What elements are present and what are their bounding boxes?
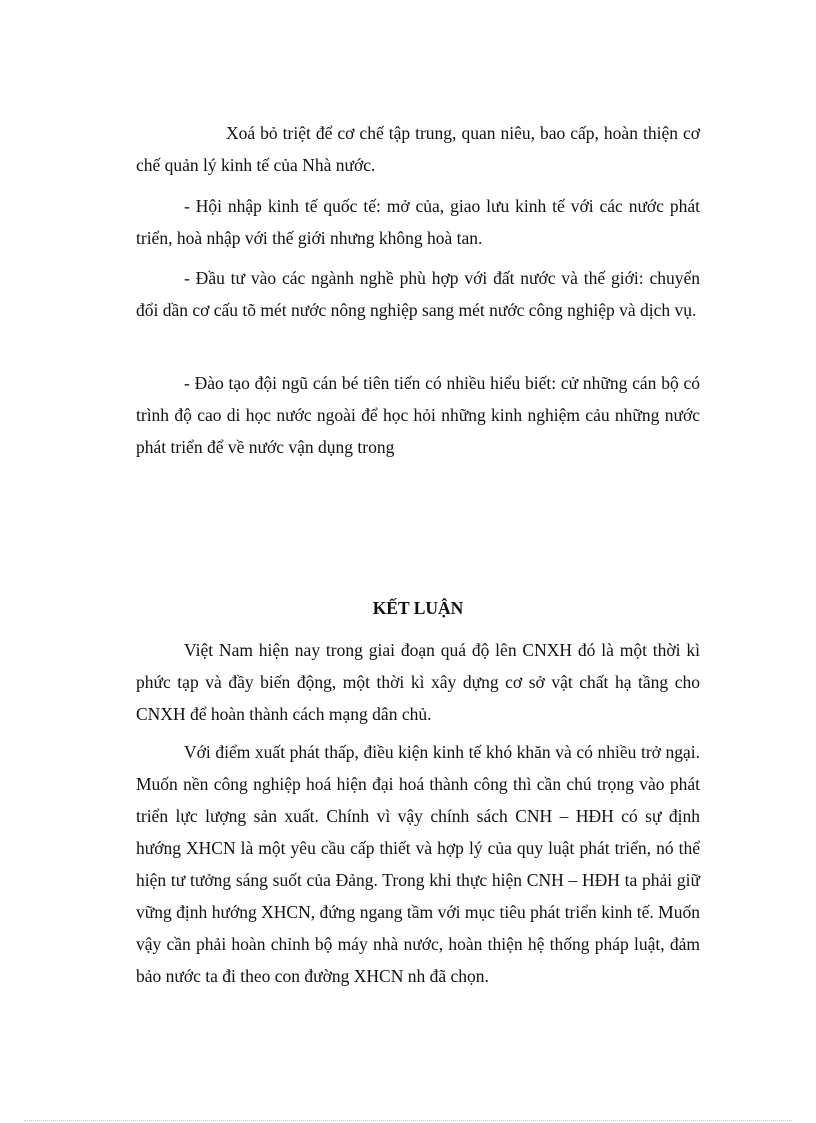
paragraph-international-integration: - Hội nhập kinh tế quốc tế: mở của, giao lưu kinh tế với các nước phát triển, hoà nhập với thế giới nhưng không hoà tan. (136, 196, 700, 248)
paragraph-investment-sectors: - Đầu tư vào các ngành nghề phù hợp với đất nước và thế giới: chuyển đổi dần cơ cấu tõ mét nước nông nghiệp sang mét nước công nghiệp và dịch vụ. (136, 268, 700, 320)
paragraph-starting-point: Với điểm xuất phát thấp, điều kiện kinh tế khó khăn và có nhiều trở ngại. Muốn nền công nghiệp hoá hiện đại hoá thành công thì cần chú trọng vào phát triển lực lượng sản xuất. Chính vì vậy chính sách CNH – HĐH có sự định hướng XHCN là một yêu cầu cấp thiết và hợp lý của quy luật phát triển, nó thể hiện tư tưởng sáng suốt của Đảng. Trong khi thực hiện CNH – HĐH ta phải giữ vững định hướng XHCN, đứng ngang tầm với mục tiêu phát triển kinh tế. Muốn vậy cần phải hoàn chỉnh bộ máy nhà nước, hoàn thiện hệ thống pháp luật, đảm bảo nước ta đi theo con đường XHCN nh đã chọn. (136, 742, 700, 986)
page-bottom-divider (24, 1120, 792, 1121)
paragraph-vietnam-transition: Việt Nam hiện nay trong giai đoạn quá độ lên CNXH đó là một thời kì phức tạp và đầy biến động, một thời kì xây dựng cơ sở vật chất hạ tầng cho CNXH để hoàn thành cách mạng dân chủ. (136, 640, 700, 724)
paragraph-abolish-subsidy: Xoá bỏ triệt để cơ chế tập trung, quan niêu, bao cấp, hoàn thiện cơ chế quản lý kinh tế của Nhà nước. (136, 123, 700, 175)
paragraph-training-cadres: - Đào tạo đội ngũ cán bé tiên tiến có nhiều hiểu biết: cử những cán bộ có trình độ cao di học nước ngoài để học hỏi những kinh nghiệm cảu những nước phát triển để về nước vận dụng trong (136, 373, 700, 457)
conclusion-heading: KẾT LUẬN (372, 598, 464, 618)
